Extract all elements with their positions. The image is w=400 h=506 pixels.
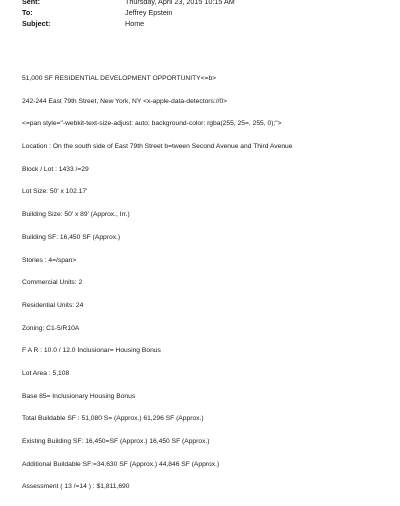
body-line-far: F A R : 10.0 / 12.0 Inclusionar= Housing Bonus <box>22 347 161 355</box>
body-line-building-sf: Building SF: 16,450 SF (Approx.) <box>22 233 121 241</box>
body-line-building-size: Building Size: 50' x 89' (Approx., Irr.) <box>22 211 130 219</box>
to-value: Jeffrey Epstein <box>125 8 173 17</box>
body-line-existing-building: Existing Building SF: 16,450=SF (Approx.) 16,450 SF (Approx.) <box>22 438 210 445</box>
sent-label: Sent: <box>22 0 40 6</box>
body-line-location: Location : On the south side of East 79th Street b=tween Second Avenue and Third Avenue <box>22 143 293 151</box>
header-row-subject <box>22 18 382 29</box>
body-line-zoning: Zoning: C1-5/R10A <box>22 324 80 332</box>
email-header <box>22 0 382 29</box>
sent-value: Thursday, April 23, 2015 10:15 AM <box>125 0 235 6</box>
body-line-residential-units: Residential Units: 24 <box>22 301 84 309</box>
body-line-stories: Stories : 4=/span> <box>22 256 77 264</box>
body-line-block-lot: Block / Lot : 1433 /=29 <box>22 165 89 173</box>
body-line-lot-area: Lot Area : 5,108 <box>22 369 70 377</box>
body-line-headline: 51,000 SF RESIDENTIAL DEVELOPMENT OPPORTUNITY<=b> <box>22 75 217 82</box>
to-label: To: <box>22 8 33 17</box>
body-line-lot-size: Lot Size: 50' x 102.17' <box>22 188 88 196</box>
body-line-assessment: Assessment ( 13 /=14 ) : $1,811,690 <box>22 483 130 491</box>
body-line-base-bonus: Base 85= Inclusionary Housing Bonus <box>22 392 136 400</box>
subject-value: Home <box>125 19 145 28</box>
body-line-additional-buildable: Additional Buildable SF:=34,630 SF (Approx.) 44,846 SF (Approx.) <box>22 460 220 468</box>
body-line-total-buildable: Total Buildable SF : 51,080 S= (Approx.) 61,296 SF (Approx.) <box>22 415 204 423</box>
email-body <box>22 75 392 506</box>
header-row-sent <box>22 0 382 7</box>
body-line-address: 242-244 East 79th Street, New York, NY <x-apple-data-detectors://0> <box>22 97 228 105</box>
header-row-to <box>22 7 382 18</box>
body-line-span-style: <=pan style="-webkit-text-size-adjust: auto; background-color: rgba(255, 25=, 255, 0);"> <box>22 120 282 128</box>
subject-label: Subject: <box>22 19 51 28</box>
body-line-commercial-units: Commercial Units: 2 <box>22 279 83 287</box>
